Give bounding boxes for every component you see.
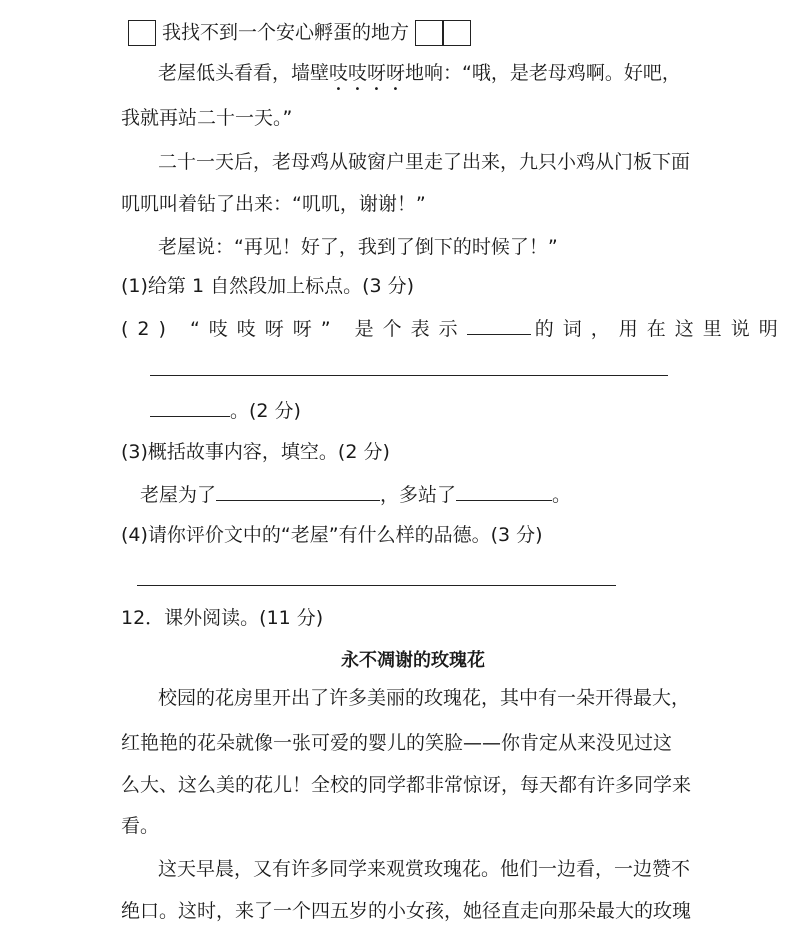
question-3-fill xyxy=(140,482,571,507)
line-1-text: 我找不到一个安心孵蛋的地方 xyxy=(162,21,410,44)
answer-blank[interactable] xyxy=(467,316,531,335)
answer-blank[interactable] xyxy=(456,482,552,501)
question-4: (4)请你评价文中的“老屋”有什么样的品德。(3 分) xyxy=(121,524,543,546)
punctuation-box[interactable] xyxy=(443,20,471,46)
paragraph-line: 叽叽叫着钻了出来：“叽叽，谢谢！” xyxy=(121,193,426,215)
answer-line[interactable] xyxy=(137,585,616,586)
fill-text: 。 xyxy=(552,484,572,506)
paragraph-line: 看。 xyxy=(121,815,160,837)
section-12-header: 12．课外阅读。(11 分) xyxy=(121,607,324,629)
text-segment: 地响：“哦，是老母鸡啊。好吧， xyxy=(405,62,681,84)
fill-text: 老屋为了 xyxy=(140,484,217,506)
answer-blank[interactable] xyxy=(150,398,230,417)
line-1 xyxy=(128,20,471,46)
question-2 xyxy=(121,316,787,341)
paragraph-line: 绝口。这时，来了一个四五岁的小女孩，她径直走向那朵最大的玫瑰 xyxy=(121,900,692,922)
answer-line[interactable] xyxy=(150,375,668,376)
paragraph-line: 么大、这么美的花儿！全校的同学都非常惊讶，每天都有许多同学来 xyxy=(121,774,692,796)
paragraph-line: 老屋说：“再见！好了，我到了倒下的时候了！” xyxy=(158,236,558,258)
question-2-score: 。(2 分) xyxy=(230,400,301,422)
paragraph-line: 红艳艳的花朵就像一张可爱的婴儿的笑脸——你肯定从来没见过这 xyxy=(121,732,673,754)
paragraph-line xyxy=(158,61,681,95)
article-title: 永不凋谢的玫瑰花 xyxy=(341,650,485,671)
question-1: (1)给第 1 自然段加上标点。(3 分) xyxy=(121,275,415,297)
fill-text: ，多站了 xyxy=(380,484,457,506)
question-2-end xyxy=(150,398,301,423)
question-2-part-b: 的词，用在这里说明 xyxy=(534,318,787,340)
dotted-phrase: 吱吱呀呀 xyxy=(329,62,406,84)
paragraph-line: 这天早晨，又有许多同学来观赏玫瑰花。他们一边看，一边赞不 xyxy=(158,858,691,880)
paragraph-line: 我就再站二十一天。” xyxy=(121,107,293,129)
answer-blank[interactable] xyxy=(216,482,380,501)
punctuation-box[interactable] xyxy=(128,20,156,46)
punctuation-box[interactable] xyxy=(415,20,443,46)
question-3: (3)概括故事内容，填空。(2 分) xyxy=(121,441,390,463)
paragraph-line: 校园的花房里开出了许多美丽的玫瑰花，其中有一朵开得最大， xyxy=(158,687,691,709)
paragraph-line: 二十一天后，老母鸡从破窗户里走了出来，九只小鸡从门板下面 xyxy=(158,151,691,173)
text-segment: 老屋低头看看，墙壁 xyxy=(158,62,330,84)
question-2-part-a: (2) “吱吱呀呀” 是个表示 xyxy=(121,318,467,340)
